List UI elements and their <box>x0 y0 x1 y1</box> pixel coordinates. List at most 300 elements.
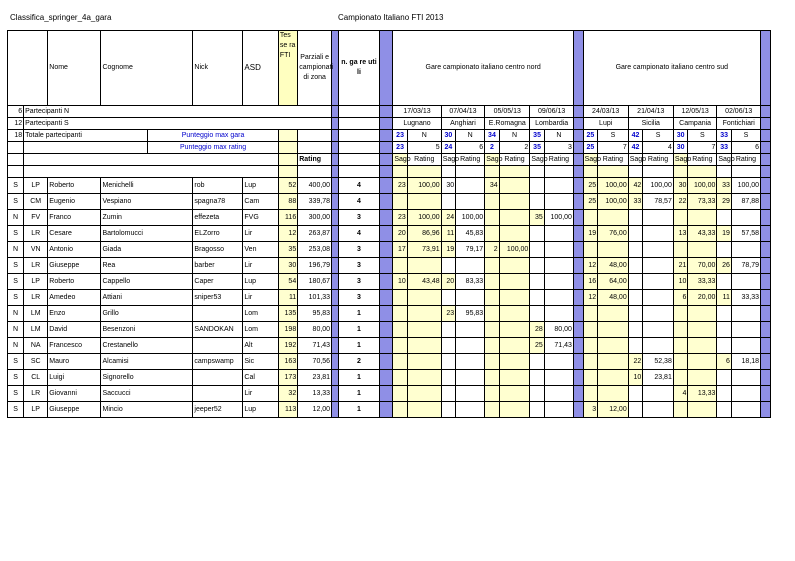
col-race-rating: Rating <box>688 154 717 166</box>
race-sago <box>441 370 456 386</box>
race-rating <box>456 178 485 194</box>
blue-sep <box>573 31 583 106</box>
col-sago: Sago <box>628 154 643 166</box>
cell <box>298 166 332 178</box>
race-sago <box>583 338 598 354</box>
tessera: 173 <box>278 370 297 386</box>
nome: Giuseppe <box>48 258 101 274</box>
cell <box>573 242 583 258</box>
race-rating: 100,00 <box>544 210 573 226</box>
cell <box>573 386 583 402</box>
race-sago: 3 <box>583 402 598 418</box>
cell <box>583 166 598 178</box>
col-race-rating: Rating <box>731 154 760 166</box>
asd: Alt <box>243 338 278 354</box>
n-gare: 1 <box>338 386 380 402</box>
race-rating <box>544 226 573 242</box>
race-rating <box>499 258 530 274</box>
race-rating <box>407 402 441 418</box>
race-participants: 6 <box>731 142 760 154</box>
cell <box>380 142 393 154</box>
cell <box>380 370 393 386</box>
race-rating <box>499 402 530 418</box>
cell <box>380 118 393 130</box>
race-rating <box>688 242 717 258</box>
race-rating <box>456 402 485 418</box>
race-rating: 100,00 <box>731 178 760 194</box>
race-sago <box>441 322 456 338</box>
col-sago: Sago <box>485 154 500 166</box>
race-sago <box>530 386 545 402</box>
race-sago <box>583 322 598 338</box>
cell <box>761 226 771 242</box>
nome: Giuseppe <box>48 402 101 418</box>
tessera: 11 <box>278 290 297 306</box>
race-rating <box>544 306 573 322</box>
n-gare: 1 <box>338 322 380 338</box>
cognome: Cappello <box>101 274 193 290</box>
race-sago <box>441 402 456 418</box>
cell <box>761 166 771 178</box>
tessera: 163 <box>278 354 297 370</box>
rating: 101,33 <box>298 290 332 306</box>
race-sago <box>628 226 643 242</box>
table-row <box>8 322 771 338</box>
race-sago <box>717 274 732 290</box>
race-rating <box>499 370 530 386</box>
race-sago: 10 <box>393 274 408 290</box>
race-rating <box>731 370 760 386</box>
race-zone: N <box>544 130 573 142</box>
race-rating: 100,00 <box>499 242 530 258</box>
nome: Eugenio <box>48 194 101 210</box>
race-rating: 23,81 <box>643 370 674 386</box>
cell <box>573 142 583 154</box>
cell <box>380 178 393 194</box>
cell <box>380 226 393 242</box>
race-max-gara: 25 <box>583 130 598 142</box>
race-zone: S <box>688 130 717 142</box>
race-rating <box>731 322 760 338</box>
nick: Caper <box>193 274 243 290</box>
race-rating <box>456 370 485 386</box>
race-rating: 71,43 <box>544 338 573 354</box>
race-sago <box>673 370 688 386</box>
race-sago: 23 <box>393 210 408 226</box>
asd: Sic <box>243 354 278 370</box>
race-rating <box>731 338 760 354</box>
table-row <box>8 354 771 370</box>
race-sago <box>485 306 500 322</box>
col-sago: Sago <box>530 154 545 166</box>
zona: S <box>8 402 24 418</box>
race-rating: 80,00 <box>544 322 573 338</box>
race-sago <box>673 354 688 370</box>
zona: S <box>8 178 24 194</box>
race-sago <box>628 242 643 258</box>
race-rating: 78,79 <box>731 258 760 274</box>
table-row <box>8 370 771 386</box>
cell <box>380 306 393 322</box>
race-rating <box>456 194 485 210</box>
cognome: Besenzoni <box>101 322 193 338</box>
nick: SANDOKAN <box>193 322 243 338</box>
cell <box>573 166 583 178</box>
tessera: 30 <box>278 258 297 274</box>
race-sago <box>530 354 545 370</box>
cell <box>380 194 393 210</box>
cell <box>573 178 583 194</box>
cell <box>761 322 771 338</box>
race-sago <box>485 226 500 242</box>
n-gare: 4 <box>338 194 380 210</box>
race-sago: 10 <box>628 370 643 386</box>
race-place: Anghiari <box>441 118 485 130</box>
cell <box>573 118 583 130</box>
race-rating: 70,00 <box>688 258 717 274</box>
race-rating <box>598 306 629 322</box>
cell <box>8 142 24 154</box>
race-sago <box>393 194 408 210</box>
race-sago <box>530 370 545 386</box>
cognome: Alcamisi <box>101 354 193 370</box>
table-row <box>8 242 771 258</box>
race-sago: 35 <box>530 210 545 226</box>
tessera: 12 <box>278 226 297 242</box>
table-row <box>8 290 771 306</box>
race-sago: 23 <box>393 178 408 194</box>
table-row <box>8 210 771 226</box>
cognome: Grillo <box>101 306 193 322</box>
race-rating <box>688 210 717 226</box>
asd: Lup <box>243 274 278 290</box>
race-sago <box>717 210 732 226</box>
sud-title: Gare campionato italiano centro sud <box>583 31 760 106</box>
tessera: 35 <box>278 242 297 258</box>
cell <box>573 274 583 290</box>
blue-sep <box>380 31 393 106</box>
race-rating <box>643 258 674 274</box>
cell <box>761 194 771 210</box>
race-sago: 2 <box>485 242 500 258</box>
race-rating: 100,00 <box>407 210 441 226</box>
race-rating: 86,96 <box>407 226 441 242</box>
race-sago <box>441 194 456 210</box>
rating: 71,43 <box>298 338 332 354</box>
race-rating: 100,00 <box>456 210 485 226</box>
race-rating <box>544 402 573 418</box>
race-rating <box>499 354 530 370</box>
col-race-rating: Rating <box>643 154 674 166</box>
cell <box>380 210 393 226</box>
race-sago: 30 <box>673 178 688 194</box>
cognome: Menichelli <box>101 178 193 194</box>
nome: Francesco <box>48 338 101 354</box>
cell <box>24 142 148 154</box>
table-row <box>8 402 771 418</box>
cell <box>573 370 583 386</box>
race-participants: 7 <box>598 142 629 154</box>
nome: David <box>48 322 101 338</box>
race-sago <box>717 386 732 402</box>
race-sago <box>583 306 598 322</box>
col-race-rating: Rating <box>407 154 441 166</box>
cell <box>761 306 771 322</box>
table-row <box>8 178 771 194</box>
race-rating <box>731 306 760 322</box>
rating: 180,67 <box>298 274 332 290</box>
nick <box>193 338 243 354</box>
race-rating <box>731 386 760 402</box>
race-rating <box>643 402 674 418</box>
race-sago <box>393 386 408 402</box>
regione: NA <box>24 338 48 354</box>
race-sago <box>485 354 500 370</box>
race-sago: 42 <box>628 178 643 194</box>
cell <box>278 142 297 154</box>
blue-sep <box>761 31 771 106</box>
race-rating <box>456 322 485 338</box>
race-participants: 7 <box>688 142 717 154</box>
race-sago: 17 <box>393 242 408 258</box>
file-title: Classifica_springer_4a_gara <box>10 13 112 22</box>
asd: Cam <box>243 194 278 210</box>
race-rating <box>407 354 441 370</box>
race-date: 24/03/13 <box>583 106 628 118</box>
race-rating <box>544 354 573 370</box>
race-sago: 19 <box>441 242 456 258</box>
race-max-gara: 30 <box>441 130 456 142</box>
nome: Enzo <box>48 306 101 322</box>
cell <box>573 338 583 354</box>
race-sago: 6 <box>673 290 688 306</box>
race-rating <box>544 178 573 194</box>
cognome: Crestanello <box>101 338 193 354</box>
race-sago <box>673 210 688 226</box>
n-gare: 1 <box>338 306 380 322</box>
race-place: Lombardia <box>530 118 574 130</box>
n-gare: 4 <box>338 178 380 194</box>
race-sago <box>530 402 545 418</box>
cell <box>24 166 279 178</box>
col-nick: Nick <box>193 31 243 106</box>
cell <box>278 130 297 142</box>
regione: LR <box>24 386 48 402</box>
race-sago <box>485 386 500 402</box>
zona: S <box>8 226 24 242</box>
race-date: 21/04/13 <box>628 106 673 118</box>
cell <box>380 402 393 418</box>
race-rating: 57,58 <box>731 226 760 242</box>
zona: N <box>8 338 24 354</box>
nick: barber <box>193 258 243 274</box>
race-zone: N <box>456 130 485 142</box>
race-rating: 64,00 <box>598 274 629 290</box>
cell <box>338 142 380 154</box>
zona: N <box>8 210 24 226</box>
race-sago: 11 <box>441 226 456 242</box>
cell <box>380 354 393 370</box>
cell <box>380 386 393 402</box>
nick: sniper53 <box>193 290 243 306</box>
n-gare: 3 <box>338 258 380 274</box>
cell <box>761 386 771 402</box>
rating: 95,83 <box>298 306 332 322</box>
race-sago <box>628 402 643 418</box>
zona: S <box>8 290 24 306</box>
max-gara-label: Punteggio max gara <box>148 130 279 142</box>
race-rating <box>499 226 530 242</box>
race-sago: 20 <box>393 226 408 242</box>
race-rating <box>407 306 441 322</box>
race-rating <box>499 322 530 338</box>
cell <box>8 31 48 106</box>
cell <box>380 290 393 306</box>
tessera: 113 <box>278 402 297 418</box>
race-rating <box>456 338 485 354</box>
race-sago <box>628 274 643 290</box>
max-rating-label: Punteggio max rating <box>148 142 279 154</box>
race-rating <box>598 386 629 402</box>
race-rating <box>598 322 629 338</box>
col-race-rating: Rating <box>598 154 629 166</box>
race-date: 02/06/13 <box>717 106 761 118</box>
race-sago <box>628 338 643 354</box>
cell <box>761 338 771 354</box>
race-rating <box>598 242 629 258</box>
asd: Lir <box>243 290 278 306</box>
race-zone: N <box>407 130 441 142</box>
race-rating <box>731 402 760 418</box>
race-sago <box>628 258 643 274</box>
cognome: Mincio <box>101 402 193 418</box>
race-rating <box>643 338 674 354</box>
race-sago <box>530 178 545 194</box>
race-rating: 48,00 <box>598 290 629 306</box>
col-ngare: n. ga re uti li <box>338 31 380 106</box>
regione: VN <box>24 242 48 258</box>
race-sago <box>717 242 732 258</box>
race-sago <box>530 274 545 290</box>
cell <box>298 130 332 142</box>
cell <box>573 290 583 306</box>
race-sago <box>485 290 500 306</box>
race-sago <box>717 306 732 322</box>
cell <box>393 166 408 178</box>
race-max-gara: 34 <box>485 130 500 142</box>
partecipanti-n-count: 6 <box>8 106 24 118</box>
cell <box>761 290 771 306</box>
race-rating: 78,57 <box>643 194 674 210</box>
race-date: 07/04/13 <box>441 106 485 118</box>
col-cognome: Cognome <box>101 31 193 106</box>
race-sago <box>628 306 643 322</box>
race-sago: 12 <box>583 258 598 274</box>
race-date: 17/03/13 <box>393 106 441 118</box>
col-sago: Sago <box>441 154 456 166</box>
race-rating <box>731 242 760 258</box>
totale-count: 18 <box>8 130 24 142</box>
rating: 13,33 <box>298 386 332 402</box>
race-zone: S <box>643 130 674 142</box>
race-max-rating: 30 <box>673 142 688 154</box>
cell <box>338 130 380 142</box>
race-sago <box>673 322 688 338</box>
nome: Mauro <box>48 354 101 370</box>
race-sago <box>485 274 500 290</box>
race-sago: 19 <box>717 226 732 242</box>
race-sago <box>628 210 643 226</box>
asd: Lom <box>243 322 278 338</box>
cell <box>338 166 380 178</box>
cell <box>573 306 583 322</box>
race-sago <box>441 290 456 306</box>
race-sago <box>530 290 545 306</box>
race-rating <box>499 274 530 290</box>
race-rating: 45,83 <box>456 226 485 242</box>
cell <box>573 130 583 142</box>
race-place: Fontichiari <box>717 118 761 130</box>
race-rating <box>499 178 530 194</box>
race-rating <box>407 290 441 306</box>
rating: 80,00 <box>298 322 332 338</box>
n-gare: 1 <box>338 338 380 354</box>
race-sago <box>441 338 456 354</box>
table-row <box>8 274 771 290</box>
race-rating <box>456 354 485 370</box>
race-rating <box>643 322 674 338</box>
race-sago <box>441 258 456 274</box>
tessera: 192 <box>278 338 297 354</box>
race-sago: 25 <box>583 178 598 194</box>
table-row <box>8 226 771 242</box>
race-rating: 33,33 <box>731 290 760 306</box>
race-sago <box>485 210 500 226</box>
race-sago <box>583 370 598 386</box>
asd: FVG <box>243 210 278 226</box>
race-rating: 83,33 <box>456 274 485 290</box>
race-sago: 22 <box>673 194 688 210</box>
cell <box>441 166 456 178</box>
race-rating: 52,38 <box>643 354 674 370</box>
table-row <box>8 338 771 354</box>
race-sago <box>530 194 545 210</box>
race-rating: 100,00 <box>407 178 441 194</box>
zona: S <box>8 386 24 402</box>
race-sago: 33 <box>628 194 643 210</box>
race-max-gara: 35 <box>530 130 545 142</box>
n-gare: 4 <box>338 226 380 242</box>
nome: Roberto <box>48 178 101 194</box>
col-tessera: Tes se ra FTI <box>278 31 297 106</box>
cell <box>485 166 500 178</box>
race-max-gara: 23 <box>393 130 408 142</box>
race-rating <box>643 386 674 402</box>
race-participants: 2 <box>499 142 530 154</box>
asd: Lir <box>243 258 278 274</box>
race-rating <box>456 290 485 306</box>
race-sago <box>673 306 688 322</box>
race-place: Sicilia <box>628 118 673 130</box>
nick: campswamp <box>193 354 243 370</box>
cell <box>643 166 674 178</box>
race-rating: 18,18 <box>731 354 760 370</box>
col-sago: Sago <box>673 154 688 166</box>
race-max-gara: 42 <box>628 130 643 142</box>
race-rating <box>544 242 573 258</box>
cell <box>761 258 771 274</box>
race-sago <box>485 258 500 274</box>
